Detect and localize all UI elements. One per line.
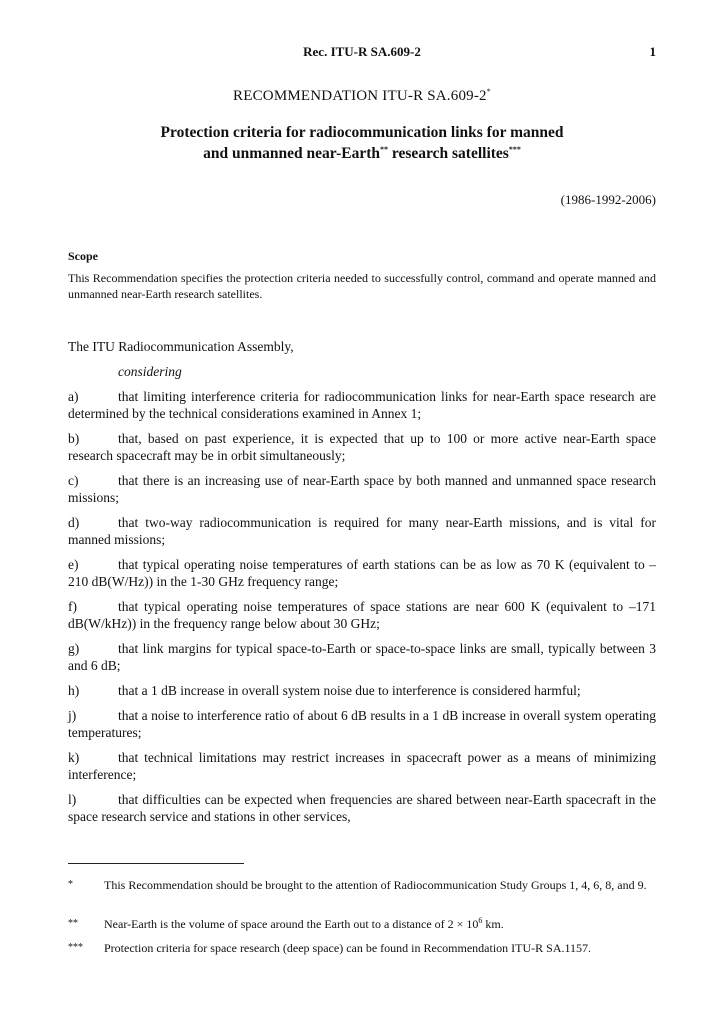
considering-clauses [68, 388, 656, 833]
clause-c [68, 472, 656, 506]
clause-l [68, 791, 656, 825]
title-line-2-b: research satellites [388, 145, 509, 162]
clause-label: l) [68, 792, 77, 807]
recommendation-title-text: RECOMMENDATION ITU-R SA.609-2 [233, 88, 487, 104]
footnote-text-a: Near-Earth is the volume of space around the Earth out to a distance of 2 × 10 [104, 917, 479, 931]
footnote-exponent: 6 [478, 916, 483, 925]
footnote-3 [68, 940, 656, 958]
footnote-mark: *** [68, 942, 83, 953]
clause-h [68, 682, 656, 699]
clause-d [68, 514, 656, 548]
clause-e [68, 556, 656, 590]
scope-text: This Recommendation specifies the protection criteria needed to successfully control, command and operate manned and unmanned near-Earth research satellites. [68, 271, 656, 301]
footnote-2 [68, 916, 656, 934]
footnote-mark: * [68, 879, 73, 890]
clause-label: g) [68, 641, 80, 656]
clause-text: that typical operating noise temperatures of earth stations can be as low as 70 K (equivalent to –210 dB(W/Hz)) in the 1-30 GHz frequency range; [68, 557, 656, 589]
footnote-mark-3: *** [508, 144, 521, 154]
footnote-mark-2: ** [380, 144, 389, 154]
footnote-text: Protection criteria for space research (deep space) can be found in Recommendation ITU-R SA.1157. [104, 941, 592, 955]
clause-text: that link margins for typical space-to-Earth or space-to-space links are small, typically between 3 and 6 dB; [68, 641, 656, 673]
clause-label: b) [68, 431, 80, 446]
revision-years: (1986-1992-2006) [560, 192, 656, 207]
clause-text: that limiting interference criteria for radiocommunication links for near-Earth space research are determined by the technical considerations examined in Annex 1; [68, 389, 656, 421]
page-number: 1 [649, 44, 656, 59]
clause-k [68, 749, 656, 783]
clause-label: k) [68, 750, 80, 765]
clause-text: that a noise to interference ratio of about 6 dB results in a 1 dB increase in overall system operating temperatures; [68, 708, 656, 740]
clause-a [68, 388, 656, 422]
clause-f [68, 598, 656, 632]
footnote-text: This Recommendation should be brought to the attention of Radiocommunication Study Groups 1, 4, 6, 8, and 9. [104, 878, 647, 892]
clause-g [68, 640, 656, 674]
footnote-1 [68, 877, 656, 911]
title-line-1: Protection criteria for radiocommunication links for manned [160, 124, 564, 141]
clause-text: that, based on past experience, it is expected that up to 100 or more active near-Earth space research spacecraft may be in orbit simultaneously; [68, 431, 656, 463]
clause-text: that a 1 dB increase in overall system noise due to interference is considered harmful; [118, 683, 581, 698]
assembly-line: The ITU Radiocommunication Assembly, [68, 339, 294, 354]
footnote-text [104, 916, 656, 932]
footnote-separator [68, 863, 244, 864]
clause-label: h) [68, 683, 80, 698]
document-reference: Rec. ITU-R SA.609-2 [303, 44, 421, 59]
clause-label: f) [68, 599, 77, 614]
title-line-2 [0, 143, 724, 164]
considering-heading: considering [118, 364, 182, 379]
clause-text: that there is an increasing use of near-Earth space by both manned and unmanned space research missions; [68, 473, 656, 505]
recommendation-title [0, 88, 724, 105]
clause-label: c) [68, 473, 79, 488]
clause-b [68, 430, 656, 464]
clause-text: that typical operating noise temperatures of space stations are near 600 K (equivalent to –171 dB(W/kHz)) in the frequency range below about 30 GHz; [68, 599, 656, 631]
footnote-mark-1: * [486, 87, 491, 96]
clause-text: that technical limitations may restrict increases in spacecraft power as a means of minimizing interference; [68, 750, 656, 782]
clause-label: d) [68, 515, 80, 530]
clause-label: e) [68, 557, 79, 572]
clause-j [68, 707, 656, 741]
footnote-text-b: km. [482, 917, 504, 931]
clause-text: that two-way radiocommunication is required for many near-Earth missions, and is vital for manned missions; [68, 515, 656, 547]
document-title [0, 122, 724, 164]
title-line-2-a: and unmanned near-Earth [203, 145, 381, 162]
clause-text: that difficulties can be expected when frequencies are shared between near-Earth spacecraft in the space research service and stations in other services, [68, 792, 656, 824]
footnote-mark: ** [68, 918, 78, 929]
clause-label: j) [68, 708, 77, 723]
clause-label: a) [68, 389, 79, 404]
scope-heading: Scope [68, 249, 98, 263]
